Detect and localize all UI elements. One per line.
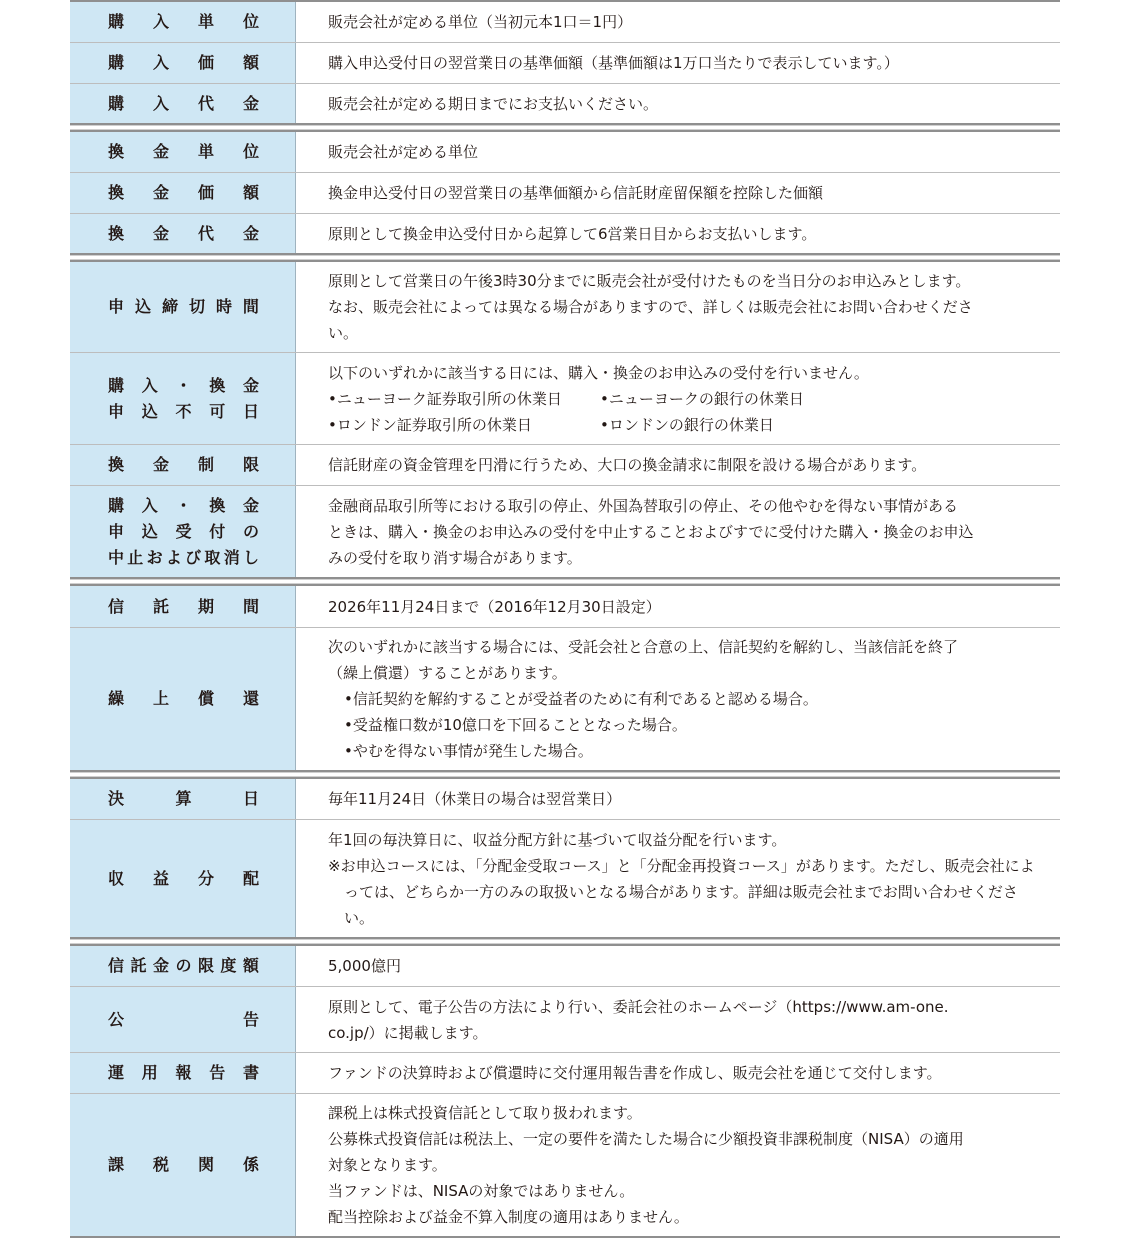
row-content-text xyxy=(328,594,1040,620)
content-line: 年1回の毎決算日に、収益分配方針に基づいて収益分配を行います。 xyxy=(328,830,787,849)
row-label-char: 関 xyxy=(197,1155,214,1174)
row-label xyxy=(70,2,296,42)
row-content xyxy=(296,1053,1060,1093)
table-row xyxy=(70,132,1060,172)
row-content xyxy=(296,2,1060,42)
row-label-char: 額 xyxy=(242,956,259,975)
content-line: 購入申込受付日の翌営業日の基準価額（基準価額は1万口当たりで表示しています。） xyxy=(328,54,899,72)
row-label-char: 入 xyxy=(152,53,169,72)
row-label-line xyxy=(108,953,259,979)
content-line: 5,000億円 xyxy=(328,957,401,975)
row-label-char: 償 xyxy=(197,689,214,708)
row-label-line xyxy=(108,399,259,425)
row-label-char: し xyxy=(242,547,259,567)
row-label-lines xyxy=(108,686,259,712)
row-label-char: 取 xyxy=(204,547,221,567)
row-label-char: 託 xyxy=(130,956,147,975)
row-label-line xyxy=(108,1060,259,1086)
row-label-char: 金 xyxy=(152,455,169,474)
row-label-char: 購 xyxy=(108,12,125,31)
row-label-lines xyxy=(108,139,259,165)
row-content xyxy=(296,132,1060,172)
content-line: （繰上償還）することがあります。 xyxy=(328,664,567,682)
row-label-char: 可 xyxy=(209,401,226,421)
row-content xyxy=(296,1094,1060,1236)
row-label-char: び xyxy=(185,547,202,567)
row-label-lines xyxy=(108,953,259,979)
row-label-char: 信 xyxy=(108,956,125,975)
row-label-char: 金 xyxy=(152,142,169,161)
row-label-char: ・ xyxy=(175,375,192,395)
row-label-char: 入 xyxy=(152,93,169,113)
row-label-char: 申 xyxy=(108,297,125,316)
row-label-char: 係 xyxy=(242,1155,259,1174)
row-label-lines xyxy=(108,221,259,247)
row-content-text xyxy=(328,50,1040,76)
row-label-char: 消 xyxy=(223,547,240,567)
row-label-char: 金 xyxy=(242,375,259,395)
table-row xyxy=(70,946,1060,986)
row-label-lines xyxy=(108,50,259,76)
row-content-text xyxy=(328,953,1040,979)
row-label xyxy=(70,820,296,937)
content-line: 以下のいずれかに該当する日には、購入・換金のお申込みの受付を行いません。 xyxy=(328,363,869,382)
bullet-item: •やむを得ない事情が発生した場合。 xyxy=(344,742,593,760)
row-label-char: お xyxy=(146,547,163,567)
content-line: 当ファンドは、NISAの対象ではありません。 xyxy=(328,1182,635,1200)
row-content xyxy=(296,946,1060,986)
content-line: 原則として営業日の午後3時30分までに販売会社が受付けたものを当日分のお申込みとします。 xyxy=(328,272,971,290)
row-label-char: 日 xyxy=(242,401,259,421)
row-label-line xyxy=(108,294,259,320)
content-line: 課税上は株式投資信託として取り扱われます。 xyxy=(328,1104,642,1122)
row-label-char: よ xyxy=(165,547,182,567)
row-label-char: 用 xyxy=(141,1063,158,1082)
row-label-line xyxy=(108,1152,259,1178)
row-label xyxy=(70,445,296,485)
row-label-char: 込 xyxy=(134,297,151,316)
holiday-item: •ロンドンの銀行の休業日 xyxy=(600,415,774,434)
row-content-text xyxy=(328,1100,1040,1230)
row-label-char: 締 xyxy=(161,297,178,316)
row-label-lines xyxy=(108,1060,259,1086)
row-label-line xyxy=(108,50,259,76)
row-label-line xyxy=(108,686,259,712)
holiday-item: •ロンドン証券取引所の休業日 xyxy=(328,415,532,434)
row-label-line xyxy=(108,493,259,519)
content-line: 公募株式投資信託は税法上、一定の要件を満たした場合に少額投資非課税制度（NISA）の適用 xyxy=(328,1130,964,1148)
row-label-char: 価 xyxy=(197,183,214,202)
row-label-char: 算 xyxy=(175,789,192,808)
row-label xyxy=(70,353,296,444)
row-label-char: 止 xyxy=(127,547,144,567)
table-row xyxy=(70,1093,1060,1236)
row-content xyxy=(296,445,1060,485)
row-label-char: 収 xyxy=(108,868,125,888)
row-content-text xyxy=(328,360,1040,438)
table-row xyxy=(70,172,1060,213)
table-row xyxy=(70,352,1060,444)
row-label-lines xyxy=(108,1007,259,1033)
row-label xyxy=(70,586,296,627)
row-label-char: 入 xyxy=(141,375,158,395)
content-line: 2026年11月24日まで（2016年12月30日設定） xyxy=(328,597,661,616)
row-label-char: 金 xyxy=(242,223,259,243)
row-label-char: 入 xyxy=(141,495,158,515)
row-label-lines xyxy=(108,866,259,892)
row-label xyxy=(70,214,296,253)
row-label-char: 入 xyxy=(152,12,169,31)
content-line: 販売会社が定める単位（当初元本1口＝1円） xyxy=(328,13,633,31)
row-label-lines xyxy=(108,493,259,571)
row-label-line xyxy=(108,452,259,478)
row-label xyxy=(70,779,296,819)
content-line: ファンドの決算時および償還時に交付運用報告書を作成し、販売会社を通じて交付します。 xyxy=(328,1064,942,1082)
row-label-lines xyxy=(108,373,259,425)
content-line: ときは、購入・換金のお申込みの受付を中止することおよびすでに受付けた購入・換金のお申込 xyxy=(328,522,974,541)
row-label-char: 込 xyxy=(141,521,158,541)
note-text xyxy=(328,853,1040,931)
row-content-text xyxy=(328,994,1040,1046)
row-label xyxy=(70,628,296,770)
content-line: 換金申込受付日の翌営業日の基準価額から信託財産留保額を控除した価額 xyxy=(328,184,824,202)
table-row xyxy=(70,2,1060,42)
row-label-char: 購 xyxy=(108,93,125,113)
row-label-char: 繰 xyxy=(108,689,125,708)
row-label-line xyxy=(108,1007,259,1033)
row-label-char: 換 xyxy=(108,223,125,243)
row-label-char: 受 xyxy=(175,521,192,541)
row-label-char: 代 xyxy=(197,223,214,243)
content-line: 毎年11月24日（休業日の場合は翌営業日） xyxy=(328,790,622,808)
table-row xyxy=(70,42,1060,83)
row-label-char: 税 xyxy=(152,1155,169,1174)
row-label-char: 金 xyxy=(242,495,259,515)
row-label-char: 中 xyxy=(108,547,125,567)
row-label-char: 不 xyxy=(175,401,192,421)
row-content xyxy=(296,486,1060,577)
row-label-char: 告 xyxy=(242,1009,259,1029)
row-label-lines xyxy=(108,786,259,812)
row-label-char: 書 xyxy=(242,1063,259,1082)
table-row xyxy=(70,1052,1060,1093)
row-label xyxy=(70,132,296,172)
row-label-char: 単 xyxy=(197,142,214,161)
row-content-text xyxy=(328,139,1040,165)
content-line: 原則として、電子公告の方法により行い、委託会社のホームページ（https://www.am-one. xyxy=(328,997,949,1016)
row-label-char: 運 xyxy=(108,1063,125,1082)
row-label-char: 決 xyxy=(108,789,125,808)
row-label-line xyxy=(108,9,259,35)
table-row xyxy=(70,485,1060,577)
note-line: ※お申込コースには、「分配金受取コース」と「分配金再投資コース」があります。ただし、販売会 xyxy=(328,856,990,875)
table-row xyxy=(70,779,1060,819)
row-content xyxy=(296,173,1060,213)
row-label-char: 間 xyxy=(242,297,259,316)
holiday-pair xyxy=(328,412,1040,438)
row-label-line xyxy=(108,594,259,620)
content-line: みの受付を取り消す場合があります。 xyxy=(328,548,582,567)
row-label-char: 額 xyxy=(242,183,259,202)
row-label-char: 金 xyxy=(152,956,169,975)
table-row xyxy=(70,627,1060,770)
row-label-char: 託 xyxy=(152,596,169,616)
content-line: 配当控除および益金不算入制度の適用はありません。 xyxy=(328,1208,689,1226)
row-label-char: 額 xyxy=(242,53,259,72)
content-line: 信託財産の資金管理を円滑に行うため、大口の換金請求に制限を設ける場合があります。 xyxy=(328,456,927,474)
row-label-line xyxy=(108,91,259,117)
row-label-line xyxy=(108,373,259,399)
row-label-char: 申 xyxy=(108,401,125,421)
section-group xyxy=(70,584,1060,772)
row-label-lines xyxy=(108,91,259,117)
row-label-char: 切 xyxy=(188,297,205,316)
table-row xyxy=(70,819,1060,937)
row-label-char: 度 xyxy=(220,956,237,975)
row-label-lines xyxy=(108,9,259,35)
row-content-text xyxy=(328,493,1040,571)
section-group xyxy=(70,130,1060,255)
bullet-item: •信託契約を解約することが受益者のために有利であると認める場合。 xyxy=(344,690,818,708)
row-label xyxy=(70,262,296,352)
row-label-char: 上 xyxy=(152,689,169,708)
row-content-text xyxy=(328,91,1040,117)
section-group xyxy=(70,0,1060,125)
row-label-char: ・ xyxy=(175,495,192,515)
holiday-pair xyxy=(328,386,1040,412)
note-line: 社によっては、どちらか一方のみの取扱いとなる場合があります。詳細は販売会社までお問い xyxy=(344,856,1035,901)
row-label-line xyxy=(108,545,259,571)
row-label-line xyxy=(108,519,259,545)
row-label xyxy=(70,946,296,986)
content-line: 販売会社が定める単位 xyxy=(328,143,479,161)
row-label xyxy=(70,486,296,577)
table-row xyxy=(70,586,1060,627)
content-line: い。 xyxy=(328,324,359,342)
row-label-char: 還 xyxy=(242,689,259,708)
row-label-char: 金 xyxy=(152,183,169,202)
row-label-char: 限 xyxy=(242,455,259,474)
row-label-char: 換 xyxy=(209,375,226,395)
section-group xyxy=(70,777,1060,939)
row-label-char: の xyxy=(242,521,259,541)
row-label xyxy=(70,43,296,83)
row-label-char: 申 xyxy=(108,521,125,541)
table-row xyxy=(70,986,1060,1052)
row-label-char: 告 xyxy=(209,1063,226,1082)
row-label-char: 報 xyxy=(175,1063,192,1082)
row-content xyxy=(296,353,1060,444)
row-content xyxy=(296,779,1060,819)
row-label-lines xyxy=(108,1152,259,1178)
row-content-text xyxy=(328,1060,1040,1086)
row-label-char: 公 xyxy=(108,1009,125,1029)
note-line: 合わせください。 xyxy=(344,882,1018,927)
row-label-line xyxy=(108,221,259,247)
row-content-text xyxy=(328,268,1040,346)
row-content-text xyxy=(328,221,1040,247)
row-label-lines xyxy=(108,594,259,620)
table-row xyxy=(70,444,1060,485)
row-content xyxy=(296,214,1060,253)
bullet-item: •受益権口数が10億口を下回ることとなった場合。 xyxy=(344,716,687,734)
row-label xyxy=(70,84,296,123)
row-label-char: 付 xyxy=(209,521,226,541)
holiday-item: •ニューヨーク証券取引所の休業日 xyxy=(328,389,562,408)
row-label-char: 金 xyxy=(242,93,259,113)
row-label-char: 換 xyxy=(108,455,125,474)
row-label-lines xyxy=(108,294,259,320)
table-row xyxy=(70,213,1060,253)
table-row xyxy=(70,262,1060,352)
row-content-text xyxy=(328,786,1040,812)
row-label-line xyxy=(108,180,259,206)
row-label-char: 単 xyxy=(197,12,214,31)
row-label-char: 換 xyxy=(209,495,226,515)
row-label-char: 価 xyxy=(197,53,214,72)
fund-terms-table xyxy=(70,0,1060,1238)
row-label-char: 位 xyxy=(242,142,259,161)
row-label-char: 込 xyxy=(141,401,158,421)
holiday-item: •ニューヨークの銀行の休業日 xyxy=(600,389,804,408)
row-label-char: 間 xyxy=(242,596,259,616)
row-label-char: 課 xyxy=(108,1155,125,1174)
row-label-char: 信 xyxy=(108,596,125,616)
row-label-line xyxy=(108,786,259,812)
row-label-char: 金 xyxy=(152,223,169,243)
row-content xyxy=(296,820,1060,937)
row-label-char: 換 xyxy=(108,142,125,161)
row-content xyxy=(296,987,1060,1052)
row-label-char: 位 xyxy=(242,12,259,31)
row-content-text xyxy=(328,634,1040,764)
row-label-char: 配 xyxy=(242,868,259,888)
row-label xyxy=(70,1094,296,1236)
row-label-char: 益 xyxy=(152,868,169,888)
row-label-char: 限 xyxy=(197,956,214,975)
row-content xyxy=(296,586,1060,627)
row-content xyxy=(296,43,1060,83)
row-label-char: 日 xyxy=(242,789,259,808)
row-label-line xyxy=(108,866,259,892)
row-label-char: 代 xyxy=(197,93,214,113)
row-label xyxy=(70,1053,296,1093)
table-row xyxy=(70,83,1060,123)
content-line: なお、販売会社によっては異なる場合がありますので、詳しくは販売会社にお問い合わせくださ xyxy=(328,298,973,316)
row-label-char: 購 xyxy=(108,53,125,72)
row-content-text xyxy=(328,827,1040,931)
row-label-lines xyxy=(108,180,259,206)
row-content xyxy=(296,84,1060,123)
row-label-char: 換 xyxy=(108,183,125,202)
row-label xyxy=(70,173,296,213)
row-label-char: の xyxy=(175,956,192,975)
content-line: 対象となります。 xyxy=(328,1156,447,1174)
row-content xyxy=(296,262,1060,352)
row-label-line xyxy=(108,139,259,165)
content-line: 金融商品取引所等における取引の停止、外国為替取引の停止、その他やむを得ない事情がある xyxy=(328,496,959,515)
row-label-char: 期 xyxy=(197,596,214,616)
row-label-char: 購 xyxy=(108,375,125,395)
row-label-char: 購 xyxy=(108,495,125,515)
content-line: 原則として換金申込受付日から起算して6営業日目からお支払いします。 xyxy=(328,224,817,243)
row-label-char: 制 xyxy=(197,455,214,474)
row-content-text xyxy=(328,9,1040,35)
row-content-text xyxy=(328,452,1040,478)
row-label-lines xyxy=(108,452,259,478)
row-content xyxy=(296,628,1060,770)
row-label xyxy=(70,987,296,1052)
row-label-char: 時 xyxy=(215,297,232,316)
row-label-char: 分 xyxy=(197,868,214,888)
content-line: co.jp/）に掲載します。 xyxy=(328,1023,488,1042)
content-line: 次のいずれかに該当する場合には、受託会社と合意の上、信託契約を解約し、当該信託を終了 xyxy=(328,638,959,656)
section-group xyxy=(70,260,1060,579)
row-content-text xyxy=(328,180,1040,206)
section-group xyxy=(70,944,1060,1238)
content-line: 販売会社が定める期日までにお支払いください。 xyxy=(328,94,659,113)
